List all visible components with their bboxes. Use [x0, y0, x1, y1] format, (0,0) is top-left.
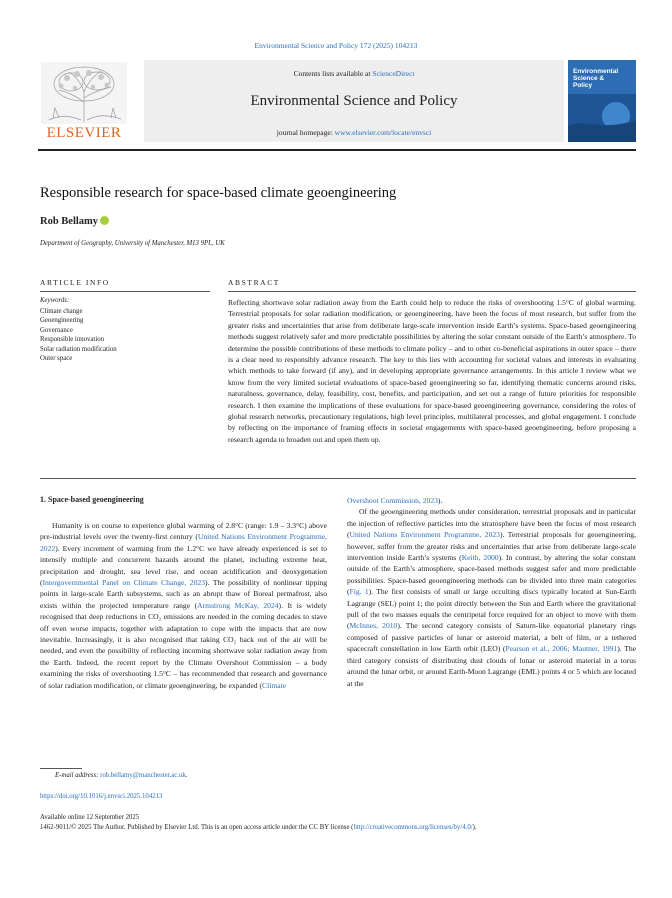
- body-paragraph: Of the geoengineering methods under consideration, terrestrial proposals and in particular the injection of reflective particles into the stratosphere have been the focus of most research (United Nations Environment Programme, 2023). Terrestrial proposals for geoengineering, however, suffer from the greater risks and uncertainties that arise from deliberate large-scale intervention inside Earth’s systems (Keith, 2000). In contrast, by altering the solar constant outside of the Earth’s atmosphere, space-based methods suggest safer and more predictable possibilities. Space-based geoengineering methods can be divided into three main categories (Fig. 1). The first consists of small or large occulting discs typically located at Sun-Earth Lagrange (SEL) point 1; the point directly between the Sun and Earth where the gravitational pull of the two masses equals the centripetal force required for an object to move with them (McInnes, 2010). The second category consists of Saturn-like equatorial planetary rings composed of passive particles of lunar or asteroid material, a belt of film, or a tethered spacecraft constellation in low Earth orbit (LEO) (Pearson et al., 2006; Mautner, 1991). The third category consists of distributing dust clouds of lunar or asteroid material in a torus around the lunar orbit, or around Earth-Moon Lagrange (EML) points 4 or 5 which are located at the: [347, 507, 637, 688]
- author-name[interactable]: Rob Bellamy: [40, 216, 99, 227]
- abstract-heading: ABSTRACT: [228, 278, 280, 287]
- footnote-rule: [40, 768, 82, 769]
- citation-link[interactable]: Armstrong McKay, 2024: [197, 600, 279, 610]
- article-info-heading: ARTICLE INFO: [40, 278, 110, 287]
- citation-link[interactable]: Climate: [262, 680, 287, 690]
- body-paragraph: Humanity is on course to experience global warming of 2.8°C (range: 1.9 – 3.3°C) above pre-industrial levels over the twenty-first century (United Nations Environment Programme, 2022). Every increment of warming from the 1.2°C we have already experienced is set to intensify multiple and concurrent hazards around the planet, including extreme heat, precipitation and drought, sea level rise, and ocean acidification and deoxygenation (Intergovernmental Panel on Climate Change, 2023). The possibility of nonlinear tipping points in large-scale Earth subsystems, such as an abrupt thaw of Boreal permafrost, also exists within the projected temperature range (Armstrong McKay, 2024). It is widely recognised that deep reductions in CO₂ emissions are needed in the coming decades to stave off even worse impacts, together with adaptation to cope with the impacts that are now inevitable. Increasingly, it is also recognised that taking CO₂ back out of the air will be needed, and even the possibility of reflecting incoming shortwave solar radiation away from the Earth. Indeed, the recent report by the Climate Overshoot Commission – a body examining the risks of overshooting 1.5°C – has recommended that research and governance of solar radiation modification, or climate geoengineering, be expanded (Climate: [40, 521, 327, 690]
- homepage-line: [144, 128, 564, 137]
- license-link[interactable]: http://creativecommons.org/licenses/by/4.0/: [353, 824, 473, 831]
- body-right-column: [347, 495, 636, 689]
- keyword: Geoengineering: [40, 317, 84, 325]
- citation-link[interactable]: McInnes, 2010: [349, 621, 398, 631]
- body-left-column: [40, 520, 327, 691]
- section-heading: 1. Space-based geoengineering: [40, 495, 144, 504]
- keyword: Outer space: [40, 355, 73, 363]
- license-line: 1462-9011/© 2025 The Author. Published by Elsevier Ltd. This is an open access article under the CC BY license (http://creativecommons.org/licenses/by/4.0/).: [40, 824, 477, 831]
- citation-link[interactable]: Keith, 2000: [461, 553, 499, 563]
- citation-link[interactable]: United Nations Environment Programme, 2022: [40, 532, 327, 553]
- sciencedirect-link[interactable]: ScienceDirect: [372, 69, 415, 78]
- figure-link[interactable]: Fig. 1: [349, 587, 369, 597]
- article-info-rule: [40, 291, 210, 292]
- elsevier-tree-icon: [41, 62, 127, 124]
- orcid-icon[interactable]: [100, 216, 109, 225]
- abstract-rule: [228, 291, 636, 292]
- contents-line: [144, 69, 564, 78]
- citation-link[interactable]: Intergovernmental Panel on Climate Change, 2023: [42, 578, 205, 588]
- article-title: Responsible research for space-based climate geoengineering: [40, 185, 397, 201]
- cover-title: Environmental Science & Policy: [573, 68, 619, 89]
- available-online: Available online 12 September 2025: [40, 814, 140, 821]
- email-footnote: E-mail address: rob.bellamy@manchester.ac.uk.: [55, 772, 188, 779]
- citation-link[interactable]: Pearson et al., 2006; Mautner, 1991: [505, 644, 618, 654]
- keyword: Climate change: [40, 308, 83, 315]
- elsevier-logo[interactable]: [38, 60, 130, 142]
- body-paragraph: Overshoot Commission, 2023).: [347, 496, 443, 505]
- homepage-prefix: journal homepage:: [276, 128, 335, 137]
- journal-header: [38, 60, 636, 142]
- keyword: Responsible innovation: [40, 336, 104, 344]
- journal-cover-image[interactable]: [568, 60, 636, 142]
- homepage-link[interactable]: www.elsevier.com/locate/envsci: [334, 128, 432, 137]
- keyword: Governance: [40, 326, 73, 334]
- journal-title: Environmental Science and Policy: [250, 93, 458, 109]
- abstract-bottom-rule: [40, 478, 636, 479]
- author-affiliation: Department of Geography, University of Manchester, M13 9PL, UK: [40, 240, 225, 247]
- contents-prefix: Contents lists available at: [293, 69, 373, 78]
- elsevier-wordmark: ELSEVIER: [46, 125, 122, 141]
- author-line: [40, 216, 109, 227]
- keywords-list: [40, 307, 117, 363]
- keywords-label: Keywords:: [40, 297, 70, 304]
- abstract-text: Reflecting shortwave solar radiation away from the Earth could help to reduce the risks of overshooting 1.5°C of global warming. Terrestrial proposals for solar radiation modification, or geoengineering, have been the focus of most research, but suffer from the greater risks and uncertainties that arise from deliberate large-scale intervention inside Earth’s systems. Space-based geoengineering methods suggest relatively safer and more predictable possibilities by altering the solar constant outside of the Earth’s atmosphere. To determine the possible contributions of these methods to climate policy – and to other co-beneficial aspirations in outer space – there is a clear need to responsibly advance research. The key to this lies with accounting for societal values and interests in evaluating which methods to take forward (if any), and in developing appropriate governance arrangements. In this article I review what we know from the very limited societal evaluations of space-based geoengineering so far, identifying thematic concerns around risks, naturalness, governance, delay, feasibility, cost, benefits, and participation, and set out a range of future priorities for responsible research. I then examine the implications of these evaluations for space-based geoengineering governance, considering the roles of global research networks, precautionary regulations, high level principles, multilateral processes, and global engagement. I conclude by reflecting on the importance of framing effects in societal engagements with space-based geoengineering, before proposing a research agenda to broaden out and open them up.: [228, 298, 636, 444]
- journal-info-box: [144, 60, 564, 142]
- keyword: Solar radiation modification: [40, 345, 117, 353]
- header-divider: [38, 149, 636, 151]
- citation-link[interactable]: Overshoot Commission, 2023: [347, 496, 438, 505]
- journal-reference[interactable]: Environmental Science and Policy 172 (2025) 104213: [254, 41, 418, 50]
- citation-link[interactable]: United Nations Environment Programme, 2023: [349, 530, 500, 540]
- email-link[interactable]: rob.bellamy@manchester.ac.uk: [100, 772, 186, 779]
- doi-link[interactable]: https://doi.org/10.1016/j.envsci.2025.104213: [40, 793, 163, 800]
